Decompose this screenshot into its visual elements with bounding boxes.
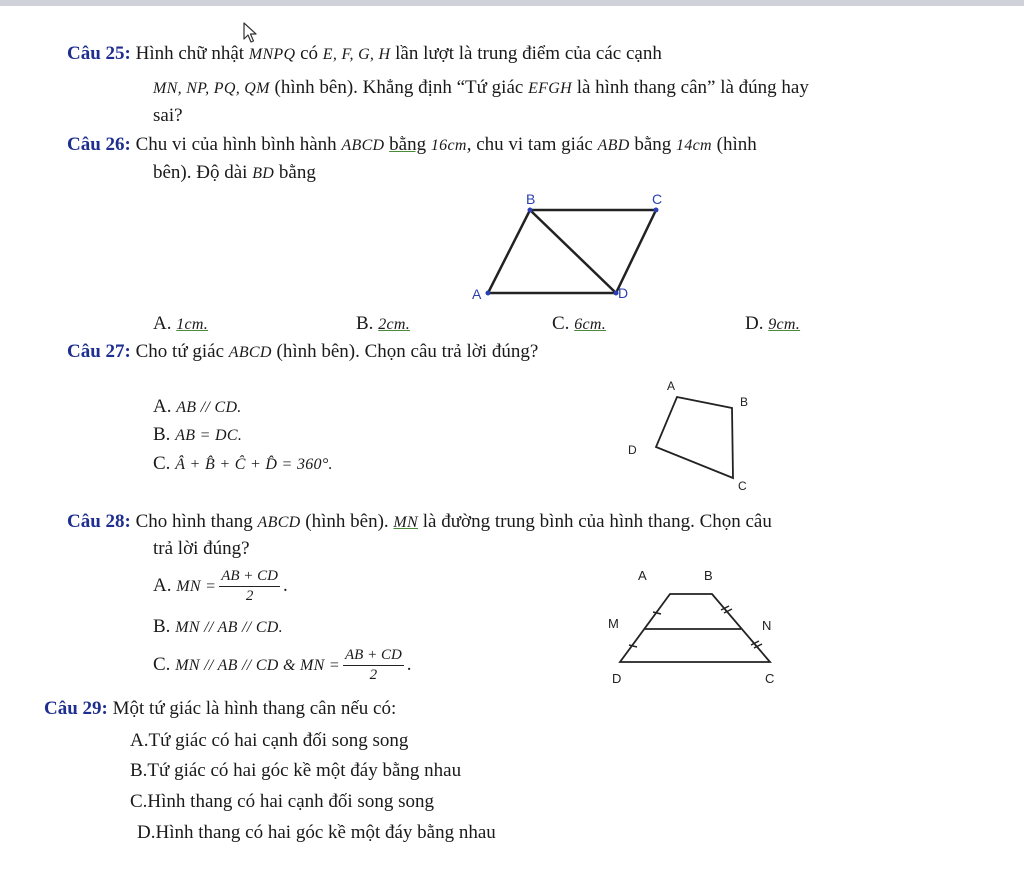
q25-label: Câu 25: [67, 43, 131, 64]
label-c: C [652, 191, 663, 207]
label-d: D [628, 443, 637, 457]
window-top-bar [0, 0, 1024, 6]
tick-am [653, 612, 661, 614]
label-d: D [612, 671, 622, 686]
q27-label: Câu 27: [67, 341, 131, 362]
label-m: M [608, 616, 619, 631]
q25-line-2: MN, NP, PQ, QM (hình bên). Khẳng định “Tứ giác EFGH là hình thang cân” là đúng hay [153, 77, 809, 98]
q29-option-c[interactable]: C.Hình thang có hai cạnh đối song song [130, 791, 434, 812]
q29-option-b[interactable]: B.Tứ giác có hai góc kề một đáy bằng nhau [130, 760, 462, 781]
label-c: C [738, 479, 747, 493]
q25-line-3: sai? [153, 105, 183, 126]
q26-label: Câu 26: [67, 134, 131, 155]
label-d: D [618, 285, 629, 301]
q29-option-d[interactable]: D.Hình thang có hai góc kề một đáy bằng nhau [137, 822, 496, 843]
q27-option-c[interactable]: C. Â + B̂ + Ĉ + D̂ = 360°. [153, 453, 333, 474]
label-a: A [667, 379, 676, 393]
q27-option-a[interactable]: A. AB // CD. [153, 396, 242, 417]
q29-option-a[interactable]: A.Tứ giác có hai cạnh đối song song [130, 730, 409, 751]
mouse-cursor-icon [243, 22, 259, 44]
label-b: B [740, 395, 749, 409]
q26-option-a[interactable]: A. 1cm. [153, 313, 209, 334]
q28-option-c[interactable]: C. MN // AB // CD & MN = $\frac{AB + CD}{2}$ . [153, 647, 412, 684]
q26-option-d[interactable]: D. 9cm. [745, 313, 801, 334]
q26-option-b[interactable]: B. 2cm. [356, 313, 411, 334]
q28-option-b[interactable]: B. MN // AB // CD. [153, 616, 283, 637]
label-b: B [526, 191, 536, 207]
label-a: A [638, 568, 647, 583]
q26-parallelogram-figure [460, 186, 690, 311]
label-a: A [472, 286, 482, 302]
point-b [528, 208, 533, 213]
q27-quadrilateral-figure [620, 375, 770, 500]
label-c: C [765, 671, 775, 686]
label-b: B [704, 568, 713, 583]
diagonal-bd [530, 210, 616, 293]
point-a [486, 291, 491, 296]
q27-line-1: Câu 27: Cho tứ giác ABCD (hình bên). Chọn câu trả lời đúng? [67, 341, 539, 362]
q28-line-1: Câu 28: Cho hình thang ABCD (hình bên). MN là đường trung bình của hình thang. Chọn câu [67, 511, 772, 532]
q28-option-a[interactable]: A. MN = $\frac{AB + CD}{2}$ . [153, 568, 288, 605]
q29-line-1: Câu 29: Một tứ giác là hình thang cân nếu có: [44, 698, 397, 719]
fraction: $\frac{AB + CD}{2}$ [221, 568, 279, 605]
q28-label: Câu 28: [67, 511, 131, 532]
q26-option-c[interactable]: C. 6cm. [552, 313, 607, 334]
quadrilateral-abcd [656, 397, 733, 478]
q26-line-2: bên). Độ dài BD bằng [153, 162, 316, 183]
q28-trapezoid-figure [600, 562, 800, 692]
trapezoid-abcd [620, 594, 770, 662]
label-n: N [762, 618, 772, 633]
q26-line-1: Câu 26: Chu vi của hình bình hành ABCD bằng 16cm, chu vi tam giác ABD bằng 14cm (hình [67, 134, 757, 155]
q27-option-b[interactable]: B. AB = DC. [153, 424, 243, 445]
q28-line-2: trả lời đúng? [153, 538, 250, 559]
point-c [654, 208, 659, 213]
fraction: $\frac{AB + CD}{2}$ [345, 647, 402, 684]
q29-label: Câu 29: [44, 698, 108, 719]
q25-line-1: Câu 25: Hình chữ nhật MNPQ có E, F, G, H lần lượt là trung điểm của các cạnh [67, 43, 662, 64]
